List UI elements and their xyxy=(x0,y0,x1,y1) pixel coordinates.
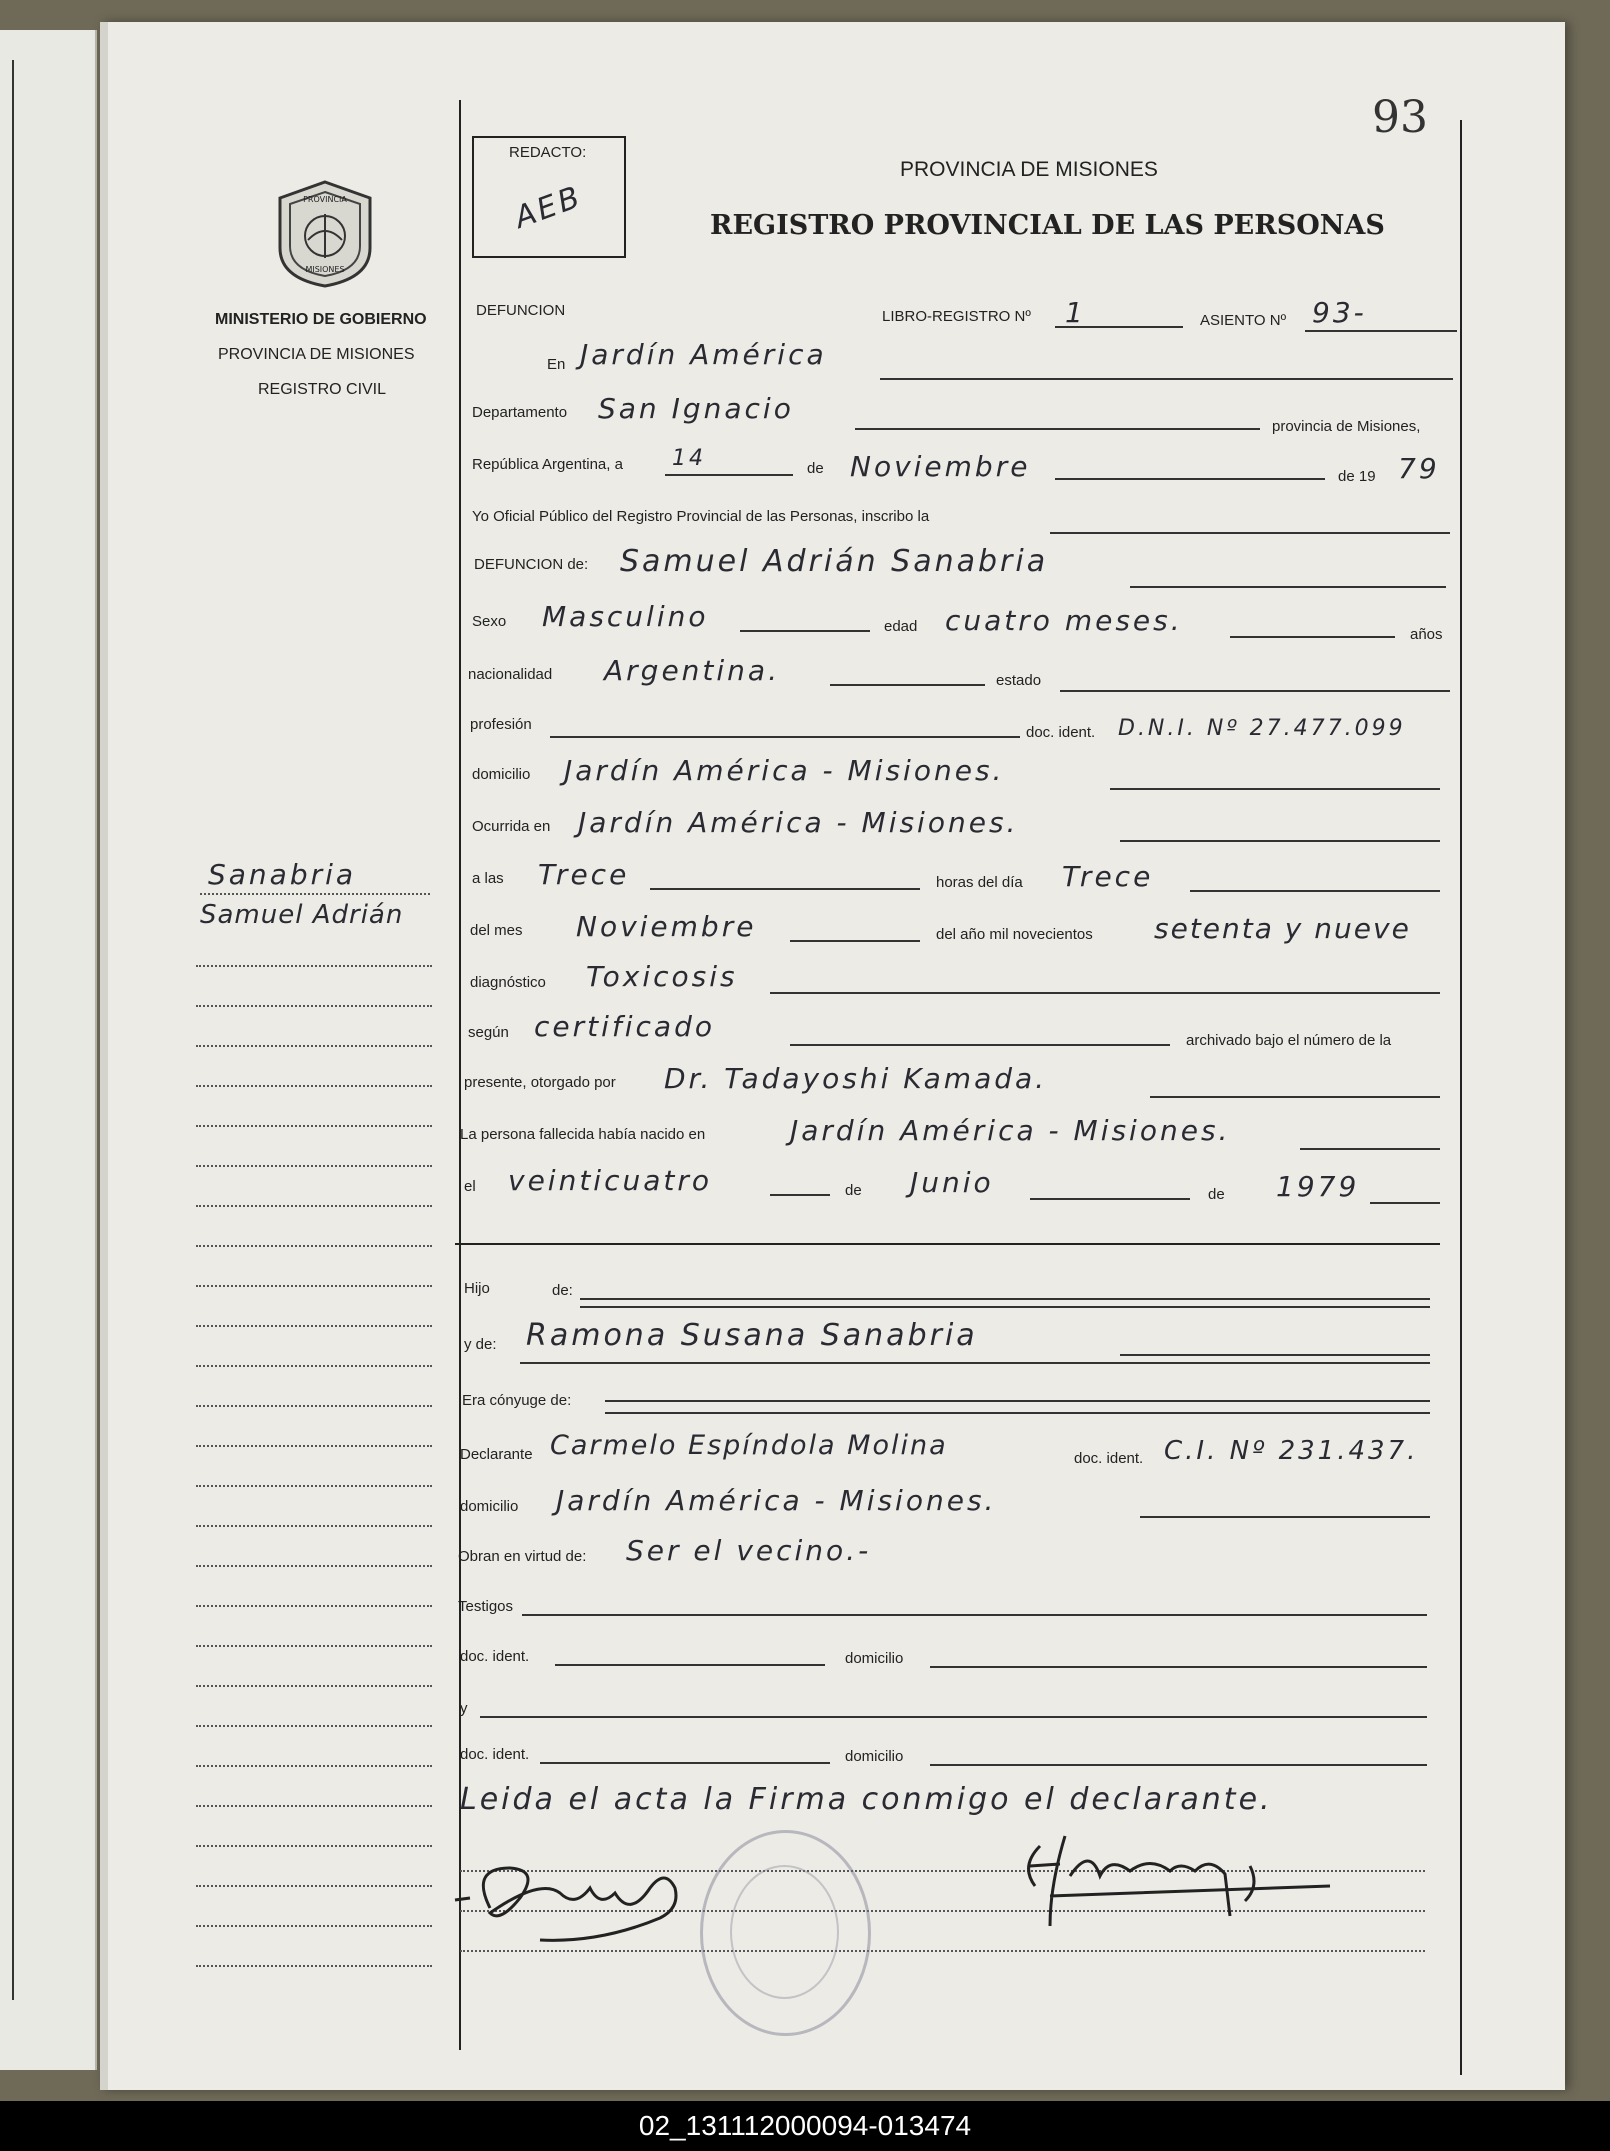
value-sexo: Masculino xyxy=(542,600,709,633)
official-signature-icon xyxy=(1010,1826,1350,1946)
margin-ruled-line xyxy=(196,1845,432,1847)
margin-ruled-line xyxy=(196,1485,432,1487)
value-diagnostico: Toxicosis xyxy=(586,960,738,993)
margin-ruled-line xyxy=(196,1685,432,1687)
value-leida: Leida el acta la Firma conmigo el declarante. xyxy=(460,1782,1273,1817)
margin-ruled-line xyxy=(196,1365,432,1367)
line-oficial xyxy=(1050,532,1450,534)
margin-line xyxy=(200,893,430,895)
label-defuncion-de: DEFUNCION de: xyxy=(474,556,589,573)
margin-ruled-line xyxy=(196,1405,432,1407)
margin-ruled-line xyxy=(196,1565,432,1567)
value-asiento: 93- xyxy=(1312,296,1367,329)
value-dia: 14 xyxy=(672,446,706,471)
line-y xyxy=(480,1716,1427,1718)
value-mes: Noviembre xyxy=(850,450,1031,483)
label-declarante: Declarante xyxy=(460,1446,533,1463)
label-archivado: archivado bajo el número de la xyxy=(1186,1032,1392,1049)
margin-ruled-line xyxy=(196,1725,432,1727)
value-defuncion-de: Samuel Adrián Sanabria xyxy=(620,544,1049,579)
label-t2-dom: domicilio xyxy=(845,1748,904,1765)
margin-ruled-line xyxy=(196,1125,432,1127)
redacto-label: REDACTO: xyxy=(509,144,587,161)
line-hijo xyxy=(580,1298,1430,1300)
label-testigos: Testigos xyxy=(458,1598,514,1615)
line-yde xyxy=(1120,1354,1430,1356)
margin-ruled-line xyxy=(196,965,432,967)
line-t2-dom xyxy=(930,1764,1427,1766)
margin-ruled-line xyxy=(196,1085,432,1087)
label-segun: según xyxy=(468,1024,509,1041)
margin-ruled-line xyxy=(196,1245,432,1247)
value-declarante: Carmelo Espíndola Molina xyxy=(550,1430,948,1461)
value-doc-ident: D.N.I. Nº 27.477.099 xyxy=(1118,716,1406,741)
label-domicilio: domicilio xyxy=(472,766,531,783)
section-divider xyxy=(455,1243,1440,1245)
value-anio-mil: setenta y nueve xyxy=(1154,912,1411,945)
value-segun: certificado xyxy=(534,1010,715,1043)
value-delmes: Noviembre xyxy=(576,910,757,943)
value-presente: Dr. Tadayoshi Kamada. xyxy=(664,1062,1048,1095)
sheet-edge xyxy=(100,22,108,2090)
margin-ruled-line xyxy=(196,1325,432,1327)
label-delmes: del mes xyxy=(470,922,523,939)
label-hijo: Hijo xyxy=(464,1280,490,1297)
label-presente: presente, otorgado por xyxy=(464,1074,616,1091)
line-sexo xyxy=(740,630,870,632)
label-decl-doc: doc. ident. xyxy=(1074,1450,1144,1467)
document-sheet xyxy=(100,22,1565,2090)
header-province: PROVINCIA DE MISIONES xyxy=(900,158,1158,181)
label-y: y xyxy=(460,1700,468,1717)
header-title: REGISTRO PROVINCIAL DE LAS PERSONAS xyxy=(710,210,1385,241)
label-de2: de xyxy=(845,1182,862,1199)
ministry-line3: REGISTRO CIVIL xyxy=(258,381,387,398)
label-conyuge: Era cónyuge de: xyxy=(462,1392,572,1409)
label-anios: años xyxy=(1410,626,1443,643)
label-oficial: Yo Oficial Público del Registro Provincial de las Personas, inscribo la xyxy=(472,508,930,525)
label-provincia: provincia de Misiones, xyxy=(1272,418,1421,435)
line-defuncion-de xyxy=(1130,586,1446,588)
value-nacionalidad: Argentina. xyxy=(604,654,780,687)
label-nacido: La persona fallecida había nacido en xyxy=(460,1126,706,1143)
line-profesion xyxy=(550,736,1020,738)
value-decl-doc: C.I. Nº 231.437. xyxy=(1164,1436,1419,1466)
label-alas: a las xyxy=(472,870,504,887)
label-asiento: ASIENTO Nº xyxy=(1200,312,1287,329)
line-testigos xyxy=(522,1614,1427,1616)
label-republica: República Argentina, a xyxy=(472,456,623,473)
official-stamp-inner xyxy=(730,1865,839,1999)
line-segun xyxy=(790,1044,1170,1046)
label-t2-doc: doc. ident. xyxy=(460,1746,530,1763)
value-ocurrida: Jardín América - Misiones. xyxy=(578,806,1019,839)
provincial-seal-icon xyxy=(270,178,380,290)
line-hijo-2 xyxy=(580,1306,1430,1308)
label-obran: Obran en virtud de: xyxy=(458,1548,587,1565)
line-mes xyxy=(1055,478,1325,480)
redacto-initials: AEB xyxy=(510,179,587,236)
margin-ruled-line xyxy=(196,1605,432,1607)
label-hijo-de: de: xyxy=(552,1282,573,1299)
line-dia xyxy=(665,474,793,476)
value-anio2: 1979 xyxy=(1276,1170,1360,1203)
label-anio-mil: del año mil novecientos xyxy=(936,926,1093,943)
line-el xyxy=(770,1194,830,1196)
line-estado xyxy=(1060,690,1450,692)
margin-ruled-line xyxy=(196,1645,432,1647)
line-edad xyxy=(1230,636,1395,638)
line-t-doc xyxy=(555,1664,825,1666)
value-en: Jardín América xyxy=(580,338,827,371)
line-domicilio2 xyxy=(1140,1516,1430,1518)
value-departamento: San Ignacio xyxy=(598,392,794,425)
label-de: de xyxy=(807,460,824,477)
value-libro: 1 xyxy=(1065,296,1086,329)
label-edad: edad xyxy=(884,618,918,635)
file-id-footer: 02_131112000094-013474 xyxy=(0,2101,1610,2151)
page-number: 93 xyxy=(1372,92,1428,143)
line-diagnostico xyxy=(770,992,1440,994)
margin-ruled-line xyxy=(196,1205,432,1207)
value-yde: Ramona Susana Sanabria xyxy=(526,1318,978,1353)
label-profesion: profesión xyxy=(470,716,532,733)
ministry-line1: MINISTERIO DE GOBIERNO xyxy=(215,311,427,328)
label-sexo: Sexo xyxy=(472,613,507,630)
margin-ruled-line xyxy=(196,1525,432,1527)
value-edad: cuatro meses. xyxy=(945,604,1183,637)
label-domicilio2: domicilio xyxy=(460,1498,519,1515)
line-yde-2 xyxy=(520,1362,1430,1364)
value-alas: Trece xyxy=(538,858,630,891)
label-diagnostico: diagnóstico xyxy=(470,974,546,991)
line-nacionalidad xyxy=(830,684,985,686)
line-conyuge-2 xyxy=(605,1412,1430,1414)
left-page xyxy=(0,30,97,2070)
label-de19: de 19 xyxy=(1338,468,1376,485)
line-anio2 xyxy=(1370,1202,1440,1204)
label-el: el xyxy=(464,1178,476,1195)
value-horas: Trece xyxy=(1062,860,1154,893)
line-en xyxy=(880,378,1453,380)
line-presente xyxy=(1150,1096,1440,1098)
label-departamento: Departamento xyxy=(472,404,568,421)
label-de3: de xyxy=(1208,1186,1225,1203)
value-domicilio: Jardín América - Misiones. xyxy=(564,754,1005,787)
label-defuncion: DEFUNCION xyxy=(476,302,566,319)
margin-ruled-line xyxy=(196,1165,432,1167)
ministry-line2: PROVINCIA DE MISIONES xyxy=(218,346,415,363)
margin-ruled-line xyxy=(196,1005,432,1007)
line-mes2 xyxy=(1030,1198,1190,1200)
label-nacionalidad: nacionalidad xyxy=(468,666,553,683)
value-anio: 79 xyxy=(1398,452,1440,485)
value-domicilio2: Jardín América - Misiones. xyxy=(556,1484,997,1517)
line-t2-doc xyxy=(540,1762,830,1764)
margin-ruled-line xyxy=(196,1765,432,1767)
line-domicilio xyxy=(1110,788,1440,790)
margin-ruled-line xyxy=(196,1285,432,1287)
right-border xyxy=(1460,120,1462,2075)
label-libro: LIBRO-REGISTRO Nº xyxy=(882,308,1031,325)
label-yde: y de: xyxy=(464,1336,497,1353)
line-libro xyxy=(1055,326,1183,328)
label-en: En xyxy=(547,356,566,373)
label-horas: horas del día xyxy=(936,874,1023,891)
seal-top-text: PROVINCIA xyxy=(303,195,347,204)
value-obran: Ser el vecino.- xyxy=(626,1534,872,1567)
value-nacido: Jardín América - Misiones. xyxy=(790,1114,1231,1147)
label-doc-ident: doc. ident. xyxy=(1026,724,1096,741)
margin-ruled-line xyxy=(196,1805,432,1807)
line-nacido xyxy=(1300,1148,1440,1150)
redacto-box xyxy=(472,136,626,258)
line-delmes xyxy=(790,940,920,942)
label-estado: estado xyxy=(996,672,1042,689)
line-asiento xyxy=(1305,330,1457,332)
label-t-dom: domicilio xyxy=(845,1650,904,1667)
margin-ruled-line xyxy=(196,1045,432,1047)
margin-ruled-line xyxy=(196,1885,432,1887)
label-t-doc: doc. ident. xyxy=(460,1648,530,1665)
line-alas xyxy=(650,888,920,890)
margin-ruled-line xyxy=(196,1925,432,1927)
line-t-dom xyxy=(930,1666,1427,1668)
value-el: veinticuatro xyxy=(508,1164,712,1197)
declarant-signature-icon xyxy=(450,1848,710,1958)
line-conyuge xyxy=(605,1400,1430,1402)
left-page-rule xyxy=(12,60,14,2000)
margin-note-surname: Sanabria xyxy=(208,858,357,891)
margin-ruled-line xyxy=(196,1965,432,1967)
margin-note-name: Samuel Adrián xyxy=(200,900,404,930)
line-departamento xyxy=(855,428,1260,430)
line-ocurrida xyxy=(1120,840,1440,842)
seal-bottom-text: MISIONES xyxy=(305,265,345,274)
line-horas xyxy=(1190,890,1440,892)
margin-ruled-line xyxy=(196,1445,432,1447)
label-ocurrida: Ocurrida en xyxy=(472,818,551,835)
value-mes2: Junio xyxy=(910,1166,994,1199)
